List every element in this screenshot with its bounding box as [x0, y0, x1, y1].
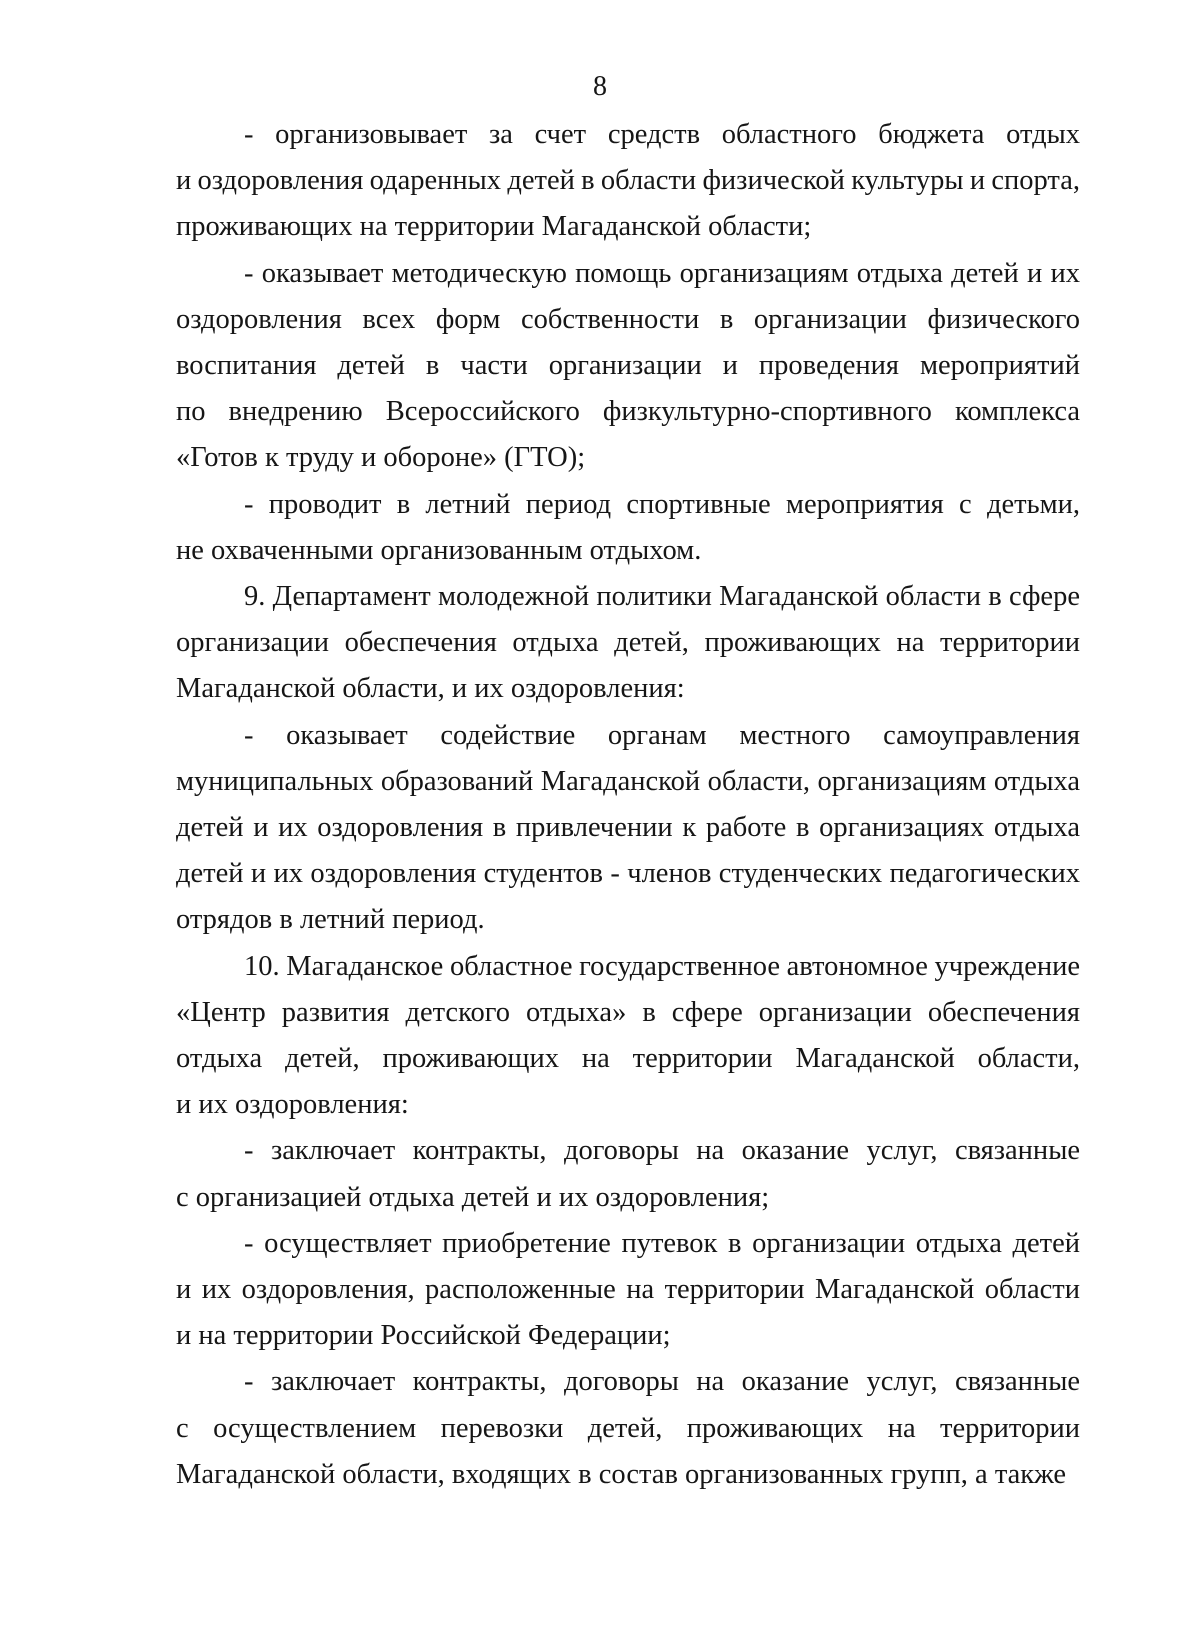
text-line: муниципальных образований Магаданской области, организациям отдыха [176, 765, 1080, 797]
paragraph [176, 1221, 1080, 1360]
text-line: и на территории Российской Федерации; [176, 1320, 671, 1352]
text-line: «Готов к труду и обороне» (ГТО); [176, 442, 586, 474]
text-line: с осуществлением перевозки детей, проживающих на территории [176, 1412, 1080, 1444]
text-line: воспитания детей в части организации и проведения мероприятий [176, 350, 1080, 382]
text-line: детей и их оздоровления студентов - членов студенческих педагогических [176, 858, 1080, 890]
text-line: организации обеспечения отдыха детей, проживающих на территории [176, 627, 1080, 659]
text-line: отдыха детей, проживающих на территории Магаданской области, [176, 1043, 1080, 1075]
document-body [176, 112, 1080, 1498]
text-line: Магаданской области, и их оздоровления: [176, 673, 685, 705]
text-line: детей и их оздоровления в привлечении к работе в организациях отдыха [176, 812, 1080, 844]
paragraph [176, 1359, 1080, 1498]
text-line: 9. Департамент молодежной политики Магаданской области в сфере [244, 581, 1080, 613]
text-line: и оздоровления одаренных детей в области физической культуры и спорта, [176, 165, 1080, 197]
text-line: 10. Магаданское областное государственное автономное учреждение [244, 950, 1080, 982]
text-line: - оказывает содействие органам местного самоуправления [244, 719, 1080, 751]
paragraph [176, 1128, 1080, 1220]
text-line: с организацией отдыха детей и их оздоровления; [176, 1181, 770, 1213]
paragraph [176, 482, 1080, 574]
text-line: - заключает контракты, договоры на оказание услуг, связанные [244, 1135, 1080, 1167]
text-line: Магаданской области, входящих в состав организованных групп, а также [176, 1458, 1067, 1490]
text-line-content: - организовывает за счет средств областного бюджета отдых [244, 119, 1080, 150]
paragraph [176, 574, 1080, 713]
paragraph [176, 112, 1080, 251]
text-line: и их оздоровления: [176, 1089, 409, 1121]
paragraph [176, 944, 1080, 1129]
text-line: «Центр развития детского отдыха» в сфере организации обеспечения [176, 996, 1080, 1028]
text-line: оздоровления всех форм собственности в организации физического [176, 303, 1080, 335]
page-number: 8 [593, 71, 607, 102]
text-line: - оказывает методическую помощь организациям отдыха детей и их [244, 257, 1080, 289]
text-line: не охваченными организованным отдыхом. [176, 534, 702, 566]
text-line: по внедрению Всероссийского физкультурно-спортивного комплекса [176, 396, 1080, 428]
text-line: - проводит в летний период спортивные мероприятия с детьми, [244, 488, 1080, 520]
text-line: проживающих на территории Магаданской области; [176, 211, 812, 243]
text-line: отрядов в летний период. [176, 904, 485, 936]
paragraph [176, 713, 1080, 944]
text-line: - заключает контракты, договоры на оказание услуг, связанные [244, 1366, 1080, 1398]
text-line: и их оздоровления, расположенные на территории Магаданской области [176, 1274, 1080, 1306]
text-line [176, 112, 1080, 158]
text-line: - осуществляет приобретение путевок в организации отдыха детей [244, 1227, 1080, 1259]
paragraph [176, 251, 1080, 482]
